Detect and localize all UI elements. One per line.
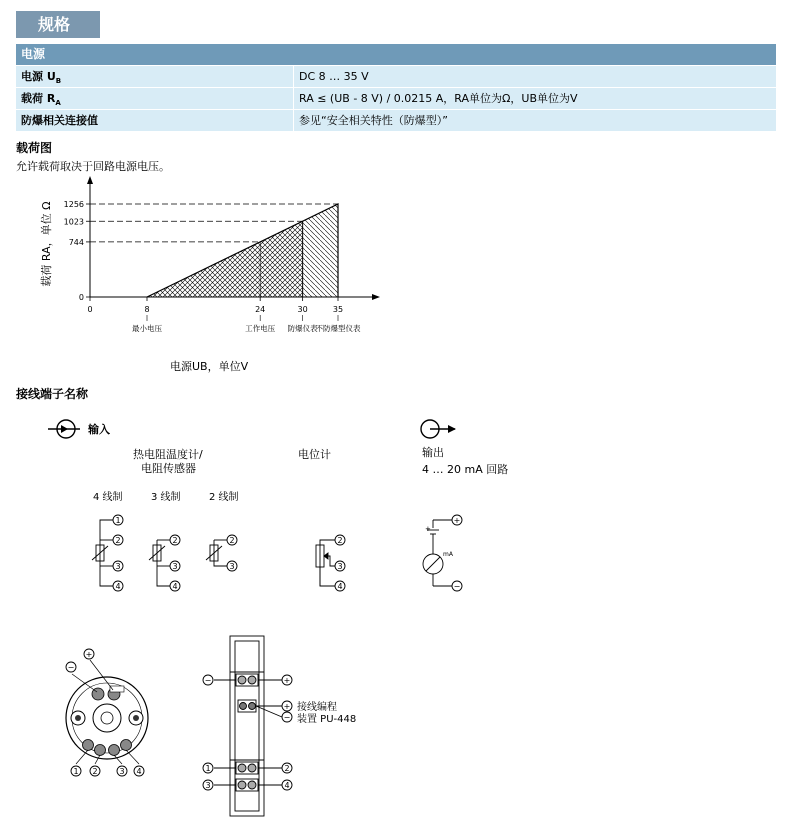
- terminal-4: [170, 581, 180, 591]
- input-label: 输入: [88, 423, 110, 436]
- terminal-number: 1: [115, 516, 121, 525]
- terminal-3: [227, 561, 237, 571]
- terminal-number: 2: [115, 536, 121, 545]
- terminal-number: 4: [115, 582, 121, 591]
- wiring-potentiometer: [316, 540, 335, 586]
- rtd-label-2: 电阻传感器: [141, 462, 196, 475]
- x-axis-arrow: [372, 294, 380, 300]
- y-tick-label: 0: [78, 293, 84, 302]
- terminal-number: 4: [337, 582, 343, 591]
- y-tick-label: 1256: [63, 200, 84, 209]
- terminal-number: 3: [337, 562, 343, 571]
- y-tick-label: 1023: [63, 217, 84, 227]
- head-transmitter-drawing: [66, 660, 148, 764]
- head-terminal-2: [90, 766, 100, 776]
- terminal-4: [335, 581, 345, 591]
- svg-text:−: −: [453, 582, 461, 591]
- head-terminal-3: [117, 766, 127, 776]
- din-prog-plus: [282, 701, 292, 711]
- x-tick-label: 0: [87, 305, 93, 314]
- svg-text:+: +: [85, 650, 93, 659]
- terminal-number: 2: [284, 764, 290, 773]
- y-axis-arrow: [87, 176, 93, 184]
- head-terminal-minus: [66, 662, 76, 672]
- x-tick-label: 35: [332, 305, 344, 314]
- programming-label-1: 接线编程: [297, 702, 337, 713]
- wire3-label: 3 线制: [151, 492, 181, 503]
- wiring-diagrams: [0, 410, 790, 818]
- output-loop-label: 4 … 20 mA 回路: [422, 463, 509, 476]
- terminals-heading: 接线端子名称: [16, 387, 89, 401]
- spec-row: [16, 66, 776, 87]
- terminal-number: 2: [172, 536, 178, 545]
- terminal-number: 3: [115, 562, 121, 571]
- programming-label-2: 装置 PU-448: [297, 714, 357, 725]
- terminal-2: [227, 535, 237, 545]
- rtd-label-1: 热电阻温度计/: [133, 448, 203, 461]
- area-non-exproof: [303, 204, 338, 297]
- y-axis-label: 载荷 RA，单位 Ω: [40, 201, 53, 287]
- head-terminal-4: [134, 766, 144, 776]
- x-annotation: 不防爆型仪表: [315, 324, 361, 333]
- x-tick-label: 30: [297, 305, 308, 314]
- terminal-number: 3: [229, 562, 235, 571]
- load-diagram-heading: 载荷图: [16, 141, 53, 155]
- head-terminal-1: [71, 766, 81, 776]
- terminal-number: 2: [337, 536, 343, 545]
- terminal-number: 2: [229, 536, 235, 545]
- terminal-number: 3: [172, 562, 178, 571]
- terminal-1: [113, 515, 123, 525]
- wiring-3-wire: [149, 540, 170, 586]
- terminal-3: [335, 561, 345, 571]
- svg-text:+: +: [283, 702, 291, 711]
- output-ma-label: mA: [443, 551, 453, 558]
- x-annotation: 工作电压: [245, 324, 276, 333]
- terminal-3: [113, 561, 123, 571]
- output-label: 输出: [422, 446, 444, 459]
- x-tick-label: 24: [255, 305, 266, 314]
- x-axis-label: 电源UB，单位V: [170, 360, 249, 373]
- terminal-number: 1: [205, 764, 211, 773]
- din-terminal-minus: [203, 675, 213, 685]
- spec-value: RA ≤ (UB - 8 V) / 0.0215 A，RA单位为Ω，UB单位为V: [299, 92, 578, 105]
- spec-key: 载荷 $R_A$: [21, 92, 61, 108]
- y-tick-label: 744: [68, 237, 84, 247]
- output-terminal-plus: [452, 515, 462, 525]
- input-arrow-icon: [48, 420, 80, 438]
- terminal-3: [170, 561, 180, 571]
- terminal-number: 3: [205, 781, 211, 790]
- spec-key: 防爆相关连接值: [21, 114, 98, 127]
- terminal-2: [113, 535, 123, 545]
- terminal-number: 2: [92, 767, 98, 776]
- load-description: 允许载荷取决于回路电源电压。: [16, 160, 170, 173]
- spec-row: [16, 88, 776, 109]
- spec-value: DC 8 … 35 V: [299, 70, 369, 83]
- terminal-2: [335, 535, 345, 545]
- x-tick-label: 8: [144, 305, 150, 314]
- wire2-label: 2 线制: [209, 492, 239, 503]
- output-plus-sign: +: [425, 525, 431, 533]
- terminal-number: 3: [119, 767, 125, 776]
- wiring-2-wire: [206, 540, 227, 566]
- din-terminal-3: [203, 780, 213, 790]
- din-terminal-plus: [282, 675, 292, 685]
- terminal-number: 4: [284, 781, 290, 790]
- terminal-2: [170, 535, 180, 545]
- spec-row: [16, 110, 776, 131]
- head-terminal-plus: [84, 649, 94, 659]
- x-annotation: 防爆仪表: [287, 324, 318, 333]
- terminal-4: [113, 581, 123, 591]
- svg-text:+: +: [453, 516, 461, 525]
- din-prog-minus: [282, 712, 292, 722]
- load-chart: [0, 170, 420, 380]
- svg-text:+: +: [283, 676, 291, 685]
- din-terminal-1: [203, 763, 213, 773]
- svg-text:−: −: [67, 663, 75, 672]
- terminal-number: 4: [172, 582, 178, 591]
- din-terminal-4: [282, 780, 292, 790]
- spec-section-header: 电源: [16, 44, 776, 65]
- wire4-label: 4 线制: [93, 492, 123, 503]
- svg-text:−: −: [204, 676, 212, 685]
- wiring-4-wire: [92, 520, 113, 586]
- output-arrow-icon: [421, 420, 456, 438]
- din-rail-module-drawing: [214, 636, 282, 816]
- spec-key: 电源 $U_B$: [21, 70, 62, 86]
- terminal-number: 4: [136, 767, 142, 776]
- potentiometer-label: 电位计: [298, 448, 331, 461]
- din-terminal-2: [282, 763, 292, 773]
- svg-text:−: −: [283, 713, 291, 722]
- spec-value: 参见“安全相关特性（防爆型）”: [299, 114, 448, 127]
- output-terminal-minus: [452, 581, 462, 591]
- page-title: 规格: [16, 11, 100, 38]
- x-annotation: 最小电压: [132, 324, 162, 333]
- terminal-number: 1: [73, 767, 79, 776]
